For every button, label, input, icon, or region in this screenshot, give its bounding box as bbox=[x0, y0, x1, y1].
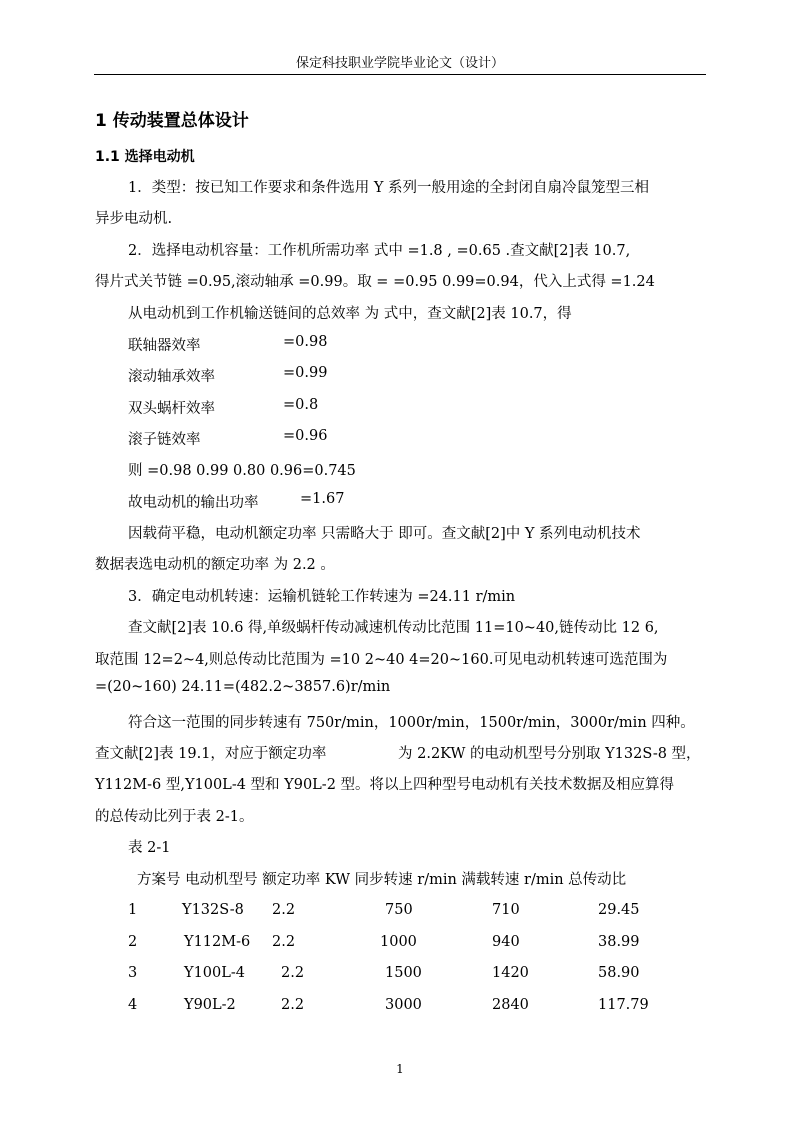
efficiency-label: 联轴器效率 bbox=[128, 338, 201, 354]
table-header: 方案号 电动机型号 额定功率 KW 同步转速 r/min 满载转速 r/min 总传动比 bbox=[137, 872, 627, 888]
efficiency-label: 滚子链效率 bbox=[128, 432, 201, 448]
paragraph-rated-power-line2: 数据表选电动机的额定功率 为 2.2 。 bbox=[95, 557, 335, 573]
paragraph-efficiency-intro: 从电动机到工作机输送链间的总效率 为 式中，查文献[2]表 10.7，得 bbox=[128, 306, 572, 322]
table-cell-power: 2.2 bbox=[272, 934, 296, 950]
table-cell-full-load-speed: 1420 bbox=[492, 965, 529, 981]
table-cell-ratio: 117.79 bbox=[598, 997, 649, 1013]
table-cell-power: 2.2 bbox=[272, 902, 296, 918]
paragraph-ratio-line2: 取范围 12=2~4,则总传动比范围为 =10 2~40 4=20~160.可见电动机转速可选范围为 bbox=[95, 652, 668, 668]
table-cell-sync-speed: 750 bbox=[385, 902, 413, 918]
table-cell-full-load-speed: 2840 bbox=[492, 997, 529, 1013]
paragraph-ratio-line3: =(20~160) 24.11=(482.2~3857.6)r/min bbox=[95, 679, 391, 695]
table-cell-power: 2.2 bbox=[281, 997, 305, 1013]
table-cell-model: Y90L-2 bbox=[184, 997, 236, 1013]
table-cell-ratio: 58.90 bbox=[598, 965, 640, 981]
paragraph-models-line4: 的总传动比列于表 2-1。 bbox=[95, 809, 254, 825]
table-cell-scheme: 3 bbox=[128, 965, 138, 981]
paragraph-capacity-line2: 得片式关节链 =0.95,滚动轴承 =0.99。取 = =0.95 0.99=0.94，代入上式得 =1.24 bbox=[95, 274, 655, 290]
table-cell-sync-speed: 1000 bbox=[380, 934, 417, 950]
table-cell-model: Y132S-8 bbox=[182, 902, 244, 918]
table-cell-power: 2.2 bbox=[281, 965, 305, 981]
paragraph-models-line1: 符合这一范围的同步转速有 750r/min，1000r/min，1500r/min，3000r/min 四种。 bbox=[128, 715, 695, 731]
table-caption: 表 2-1 bbox=[128, 840, 171, 856]
table-cell-scheme: 1 bbox=[128, 902, 138, 918]
section-heading: 1 传动装置总体设计 bbox=[95, 111, 249, 131]
page-number: 1 bbox=[396, 1062, 404, 1076]
efficiency-label: 双头蜗杆效率 bbox=[128, 401, 215, 417]
output-power-label: 故电动机的输出功率 bbox=[128, 495, 259, 511]
table-cell-full-load-speed: 710 bbox=[492, 902, 520, 918]
output-power-value: =1.67 bbox=[300, 491, 345, 507]
table-cell-sync-speed: 1500 bbox=[385, 965, 422, 981]
paragraph-models-line2a: 查文献[2]表 19.1，对应于额定功率 bbox=[95, 746, 327, 762]
page-header: 保定科技职业学院毕业论文（设计） bbox=[295, 56, 504, 71]
table-cell-scheme: 2 bbox=[128, 934, 138, 950]
header-rule bbox=[94, 74, 706, 75]
efficiency-value: =0.8 bbox=[283, 397, 319, 413]
paragraph-rated-power-line1: 因载荷平稳，电动机额定功率 只需略大于 即可。查文献[2]中 Y 系列电动机技术 bbox=[128, 526, 641, 542]
table-cell-ratio: 38.99 bbox=[598, 934, 640, 950]
subsection-heading: 1.1 选择电动机 bbox=[95, 149, 195, 165]
paragraph-type-line2: 异步电动机. bbox=[95, 211, 173, 227]
efficiency-value: =0.96 bbox=[283, 428, 328, 444]
table-cell-full-load-speed: 940 bbox=[492, 934, 520, 950]
paragraph-type-line1: 1．类型：按已知工作要求和条件选用 Y 系列一般用途的全封闭自扇冷鼠笼型三相 bbox=[128, 180, 650, 196]
table-cell-scheme: 4 bbox=[128, 997, 138, 1013]
table-cell-sync-speed: 3000 bbox=[385, 997, 422, 1013]
table-cell-model: Y100L-4 bbox=[184, 965, 246, 981]
paragraph-models-line3: Y112M-6 型,Y100L-4 型和 Y90L-2 型。将以上四种型号电动机有关技术数据及相应算得 bbox=[95, 777, 675, 793]
efficiency-value: =0.98 bbox=[283, 334, 328, 350]
paragraph-capacity-line1: 2．选择电动机容量：工作机所需功率 式中 =1.8 , =0.65 .查文献[2]表 10.7, bbox=[128, 243, 631, 259]
paragraph-models-line2b: 为 2.2KW 的电动机型号分别取 Y132S-8 型， bbox=[398, 746, 701, 762]
table-cell-ratio: 29.45 bbox=[598, 902, 640, 918]
total-efficiency-line: 则 =0.98 0.99 0.80 0.96=0.745 bbox=[128, 463, 356, 479]
efficiency-label: 滚动轴承效率 bbox=[128, 369, 215, 385]
paragraph-speed: 3．确定电动机转速：运输机链轮工作转速为 =24.11 r/min bbox=[128, 589, 516, 605]
table-cell-model: Y112M-6 bbox=[184, 934, 251, 950]
paragraph-ratio-line1: 查文献[2]表 10.6 得,单级蜗杆传动减速机传动比范围 11=10~40,链传动比 12 6, bbox=[128, 620, 659, 636]
efficiency-value: =0.99 bbox=[283, 365, 328, 381]
